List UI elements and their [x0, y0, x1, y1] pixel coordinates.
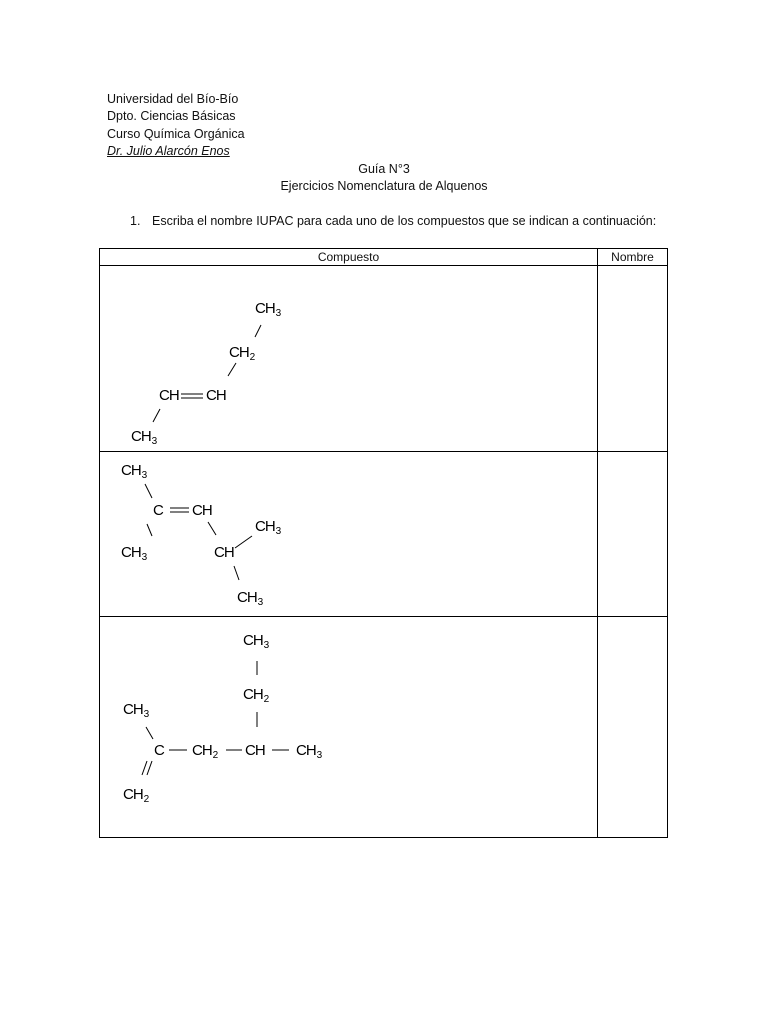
methyl-group: $CH_3$	[121, 544, 147, 563]
table-header-row	[100, 249, 668, 266]
table-row	[100, 452, 668, 617]
department-name: Dpto. Ciencias Básicas	[107, 109, 236, 124]
column-header-name: Nombre	[598, 249, 668, 266]
question-1	[130, 214, 656, 228]
table-row	[100, 266, 668, 452]
guide-title: Guía N°3	[358, 162, 410, 176]
author-name: Dr. Julio Alarcón Enos	[107, 143, 230, 158]
column-header-compound: Compuesto	[100, 249, 598, 266]
document-header	[107, 91, 245, 160]
methine-group: CH	[214, 544, 234, 561]
methine-group: CH	[192, 502, 212, 519]
course-name: Curso Química Orgánica	[107, 126, 245, 141]
name-answer-cell[interactable]	[598, 266, 668, 452]
name-answer-cell[interactable]	[598, 617, 668, 838]
methylene-group: $CH_2$	[229, 344, 255, 363]
methyl-group: $CH_3$	[123, 701, 149, 720]
question-number: 1.	[130, 214, 141, 228]
structure-bonds	[100, 452, 597, 617]
structure-bonds	[100, 266, 597, 452]
compound-cell	[100, 266, 598, 452]
table-row	[100, 617, 668, 838]
compound-cell	[100, 452, 598, 617]
methyl-group: $CH_3$	[255, 518, 281, 537]
structure-bonds	[100, 617, 597, 838]
question-text: Escriba el nombre IUPAC para cada uno de los compuestos que se indican a continuación:	[152, 214, 657, 228]
methyl-group: $CH_3$	[296, 742, 322, 761]
carbon-atom: C	[153, 502, 163, 519]
methine-group: CH	[245, 742, 265, 759]
methyl-group: $CH_3$	[243, 632, 269, 651]
compounds-table	[99, 248, 668, 838]
methine-group: CH	[206, 387, 226, 404]
methylene-group: $CH_2$	[192, 742, 218, 761]
methylene-group: $CH_2$	[243, 686, 269, 705]
methylene-group: $CH_2$	[123, 786, 149, 805]
methine-group: CH	[159, 387, 179, 404]
name-answer-cell[interactable]	[598, 452, 668, 617]
compound-cell	[100, 617, 598, 838]
methyl-group: $CH_3$	[255, 300, 281, 319]
methyl-group: $CH_3$	[131, 428, 157, 447]
methyl-group: $CH_3$	[121, 462, 147, 481]
university-name: Universidad del Bío-Bío	[107, 92, 239, 106]
methyl-group: $CH_3$	[237, 589, 263, 608]
carbon-atom: C	[154, 742, 164, 759]
guide-subtitle: Ejercicios Nomenclatura de Alquenos	[280, 179, 488, 193]
